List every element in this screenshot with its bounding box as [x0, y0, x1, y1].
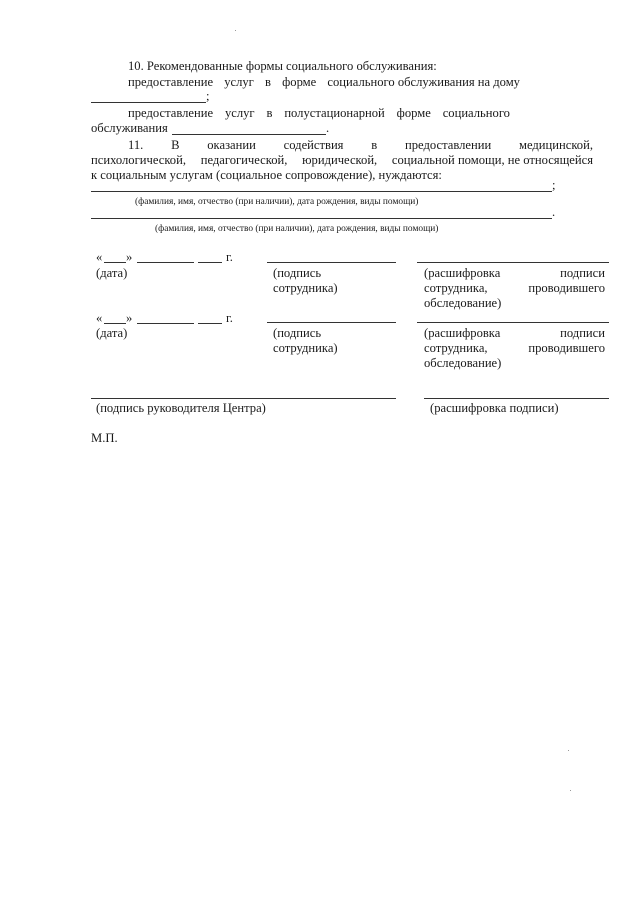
word: В — [171, 138, 180, 152]
year-suffix: г. — [226, 250, 233, 264]
home-service-end: ; — [206, 89, 210, 103]
date-open-quote: « — [96, 250, 103, 264]
section-11-line-1 — [128, 138, 593, 153]
word: сотрудника, — [424, 281, 488, 295]
word: социального — [442, 106, 510, 120]
scan-speck — [570, 790, 571, 791]
section-11-line-3: к социальным услугам (социальное сопровождение), нуждаются: — [91, 168, 442, 182]
word: форме — [396, 106, 431, 120]
word: оказании — [207, 138, 256, 152]
year-suffix: г. — [226, 311, 233, 325]
date-close-quote: » — [126, 311, 133, 325]
recipients-caption-1: (фамилия, имя, отчество (при наличии), дата рождения, виды помощи) — [135, 197, 419, 207]
word: проводившего — [528, 281, 605, 295]
signature-label-2: сотрудника) — [273, 281, 338, 295]
section-10-title: 10. Рекомендованные формы социального обслуживания: — [128, 59, 437, 73]
word: полустационарной — [284, 106, 385, 120]
year-fill-line[interactable] — [198, 262, 222, 263]
word: педагогической, — [200, 153, 288, 167]
semi-service-end: . — [326, 121, 330, 135]
word: 11. — [128, 138, 144, 152]
semi-service-line-2: обслуживания — [91, 121, 168, 135]
recipients-fill-line-1[interactable] — [91, 191, 552, 192]
word: социальной помощи, не относящейся — [391, 153, 593, 167]
day-fill-line[interactable] — [104, 323, 126, 324]
word: услуг — [224, 106, 255, 120]
word: социального обслуживания на дому — [327, 75, 520, 89]
word: (расшифровка — [424, 326, 501, 340]
recipients-end-1: ; — [552, 178, 556, 192]
decode-label-3: обследование) — [424, 356, 502, 370]
word: проводившего — [528, 341, 605, 355]
signature-label-2: сотрудника) — [273, 341, 338, 355]
word: подписи — [560, 266, 605, 280]
scan-speck — [568, 750, 569, 751]
word: предоставление — [128, 106, 214, 120]
home-service-line — [128, 75, 520, 90]
decode-label-2 — [424, 281, 605, 296]
word: психологической, — [91, 153, 186, 167]
word: предоставление — [128, 75, 214, 89]
decode-label-1 — [424, 266, 605, 281]
decode-label-1 — [424, 326, 605, 341]
signature-fill-line[interactable] — [267, 262, 396, 263]
word: (расшифровка — [424, 266, 501, 280]
day-fill-line[interactable] — [104, 262, 126, 263]
head-decode-fill-line[interactable] — [424, 398, 609, 399]
word: форме — [282, 75, 317, 89]
word: юридической, — [302, 153, 378, 167]
decode-label-3: обследование) — [424, 296, 502, 310]
section-11-line-2 — [91, 153, 593, 168]
decode-fill-line[interactable] — [417, 262, 609, 263]
word: предоставлении — [405, 138, 492, 152]
head-signature-label: (подпись руководителя Центра) — [96, 401, 266, 415]
year-fill-line[interactable] — [198, 323, 222, 324]
home-service-fill-line[interactable] — [91, 102, 206, 103]
signature-label-1: (подпись — [273, 266, 322, 280]
head-decode-label: (расшифровка подписи) — [430, 401, 559, 415]
recipients-caption-2: (фамилия, имя, отчество (при наличии), дата рождения, виды помощи) — [155, 224, 439, 234]
word: услуг — [224, 75, 254, 89]
date-label: (дата) — [96, 326, 128, 340]
word: медицинской, — [518, 138, 593, 152]
recipients-fill-line-2[interactable] — [91, 218, 552, 219]
decode-label-2 — [424, 341, 605, 356]
stamp-place-label: М.П. — [91, 431, 118, 445]
semi-service-line — [128, 106, 510, 121]
recipients-end-2: . — [552, 205, 556, 219]
word: в — [265, 75, 271, 89]
word: сотрудника, — [424, 341, 488, 355]
scan-speck — [235, 30, 236, 31]
word: в — [371, 138, 378, 152]
word: подписи — [560, 326, 605, 340]
semi-service-fill-line[interactable] — [172, 134, 326, 135]
month-fill-line[interactable] — [137, 323, 194, 324]
date-label: (дата) — [96, 266, 128, 280]
signature-label-1: (подпись — [273, 326, 322, 340]
date-open-quote: « — [96, 311, 103, 325]
word: содействия — [283, 138, 344, 152]
head-signature-fill-line[interactable] — [91, 398, 396, 399]
signature-fill-line[interactable] — [267, 322, 396, 323]
decode-fill-line[interactable] — [417, 322, 609, 323]
date-close-quote: » — [126, 250, 133, 264]
word: в — [266, 106, 273, 120]
month-fill-line[interactable] — [137, 262, 194, 263]
